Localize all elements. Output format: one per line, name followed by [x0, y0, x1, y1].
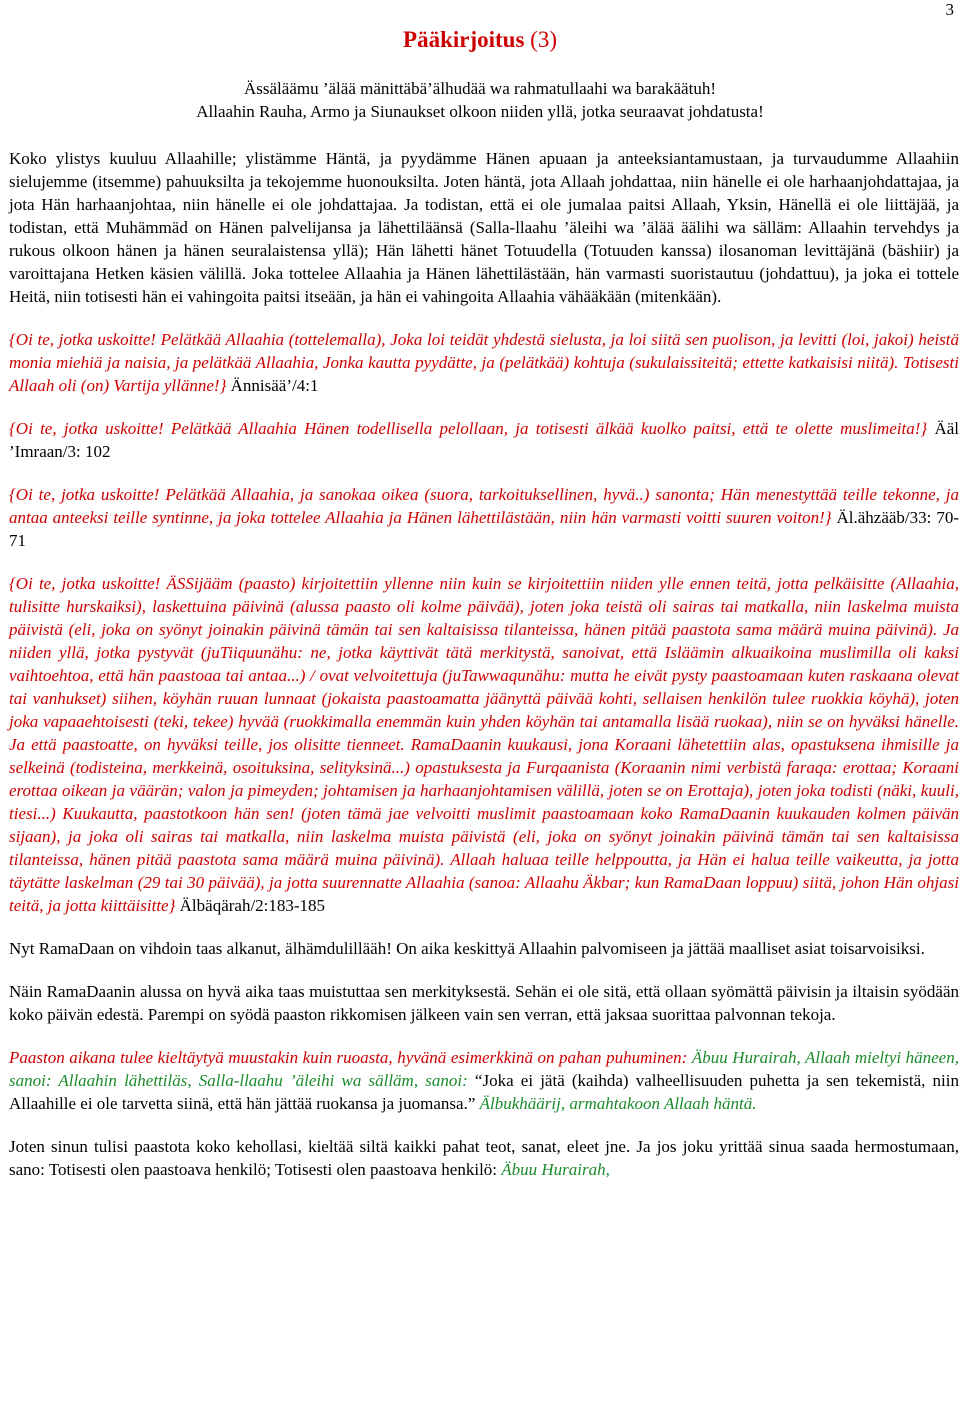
page-number: 3: [945, 0, 954, 19]
quote-text: {Oi te, jotka uskoitte! Pelätkää Allaahia, ja sanokaa oikea (suora, tarkoituksellinen, hyvä..) sanonta; Hän menestyttää teille tekonne, ja antaa anteeksi teille syntinne, ja joka tottelee Allaahia ja Hänen lähettilästään, niin hän varmasti voitti suuren voiton!}: [9, 485, 959, 527]
quote-text: {Oi te, jotka uskoitte! ÄSSijääm (paasto) kirjoitettiin yllenne niin kuin se kirjoitettiin niiden ylle ennen teitä, jotta pelkäisitte (Allaahia, tulisitte hurskaiksi), laskettuina päivinä (alussa paasto oli kolme päivää), joten joka teistä oli sairas tai matkalla, niin laskelma muista päivistä (eli, joka on syönyt joinakin päivinä tämän tai sen kaltaisissa tilanteissa, hänen pitää paastota sama määrä muina päivinä). Ja niiden yllä, jotka pystyvät (juTiiquunähu: ne, jotka käyttivät tätä merkitystä, sanoivat, että Isläämin alkuaikoina muslimilla oli kaksi vaihtoehtoa, että hän paastoaa tai antaa...) / ovat velvoitettuja (juTawwaqunähu: mutta he eivät pysty paastoamaan kuten raskaana olevat tai vanhukset) siihen, köyhän ruuan lunnaat (jokaista paastoamatta jäänyttä päivää kohti, sellaisen henkilön tulee ruokkia köyhä), joten joka vapaaehtoisesti (teki, tekee) hyvää (ruokkimalla enemmän kuin yhden köyhän tai antamalla lisää ruokaa), niin se on hyväksi hänelle. Ja että paastoatte, on hyväksi teille, jos olisitte tienneet. RamaDaanin kuukausi, jona Koraani lähetettiin alas, opastuksena ihmisille ja selkeinä (todisteina, merkkeinä, osoituksina, selityksinä...) opastuksesta ja Furqaanista (Koraanin nimi verbistä faraqa: erottaa; Koraani erottaa oikean ja väärän; valon ja pimeyden; johtamisen ja harhaanjohtamisen välillä, joten se on Erottaja), joten joka todisti (näki, kuuli, tiesi...) Kuukautta, paastotkoon hän sen! (joten tämä jae velvoitti muslimit paastoamaan koko RamaDaanin kuukauden kolmen päivän sijaan), ja joka oli sairas tai matkalla, niin laskelma muista päivistä (eli, joka on syönyt joinakin päivinä tämän tai sen kaltaisissa tilanteissa, hänen pitää paastota sama määrä muina päivinä). Allaah haluaa teille helppoutta, ja Hän ei halua teille vaikeutta, ja jotta täytätte laskelman (29 tai 30 päivää), ja jotta suurennatte Allaahia (sanoa: Allaahu Äkbar; kun RamaDaan loppuu) siitä, johon Hän ohjasi teitä, ja jotta kiittäisitte}: [9, 574, 959, 915]
quran-quote-4: [9, 572, 959, 917]
quote-reference: Ääl ’Imraan/3: 102: [9, 419, 959, 461]
title-number: (3): [530, 27, 557, 52]
closing-paragraph: [9, 1135, 959, 1181]
hadith-paragraph: [9, 1046, 959, 1115]
paragraph-ramadan-start: Nyt RamaDaan on vihdoin taas alkanut, älhämdulillääh! On aika keskittyä Allaahin palvomiseen ja jättää maalliset asiat toisarvoisiksi.: [9, 939, 925, 958]
paragraph-ramadan-meaning: Näin RamaDaanin alussa on hyvä aika taas muistuttaa sen merkityksestä. Sehän ei ole sitä, että ollaan syömättä päivisin ja iltaisin syödään koko päivän edestä. Parempi on syödä paaston rikkomisen jälkeen vain sen verran, että jaksaa suorittaa palvonnan tekoja.: [9, 982, 959, 1024]
title-main: Pääkirjoitus: [403, 27, 525, 52]
quran-quote-2: [9, 417, 959, 463]
quran-quote-1: [9, 328, 959, 397]
page-title: [0, 26, 960, 54]
salutation: [0, 77, 960, 123]
quran-quote-3: [9, 483, 959, 552]
quote-text: {Oi te, jotka uskoitte! Pelätkää Allaahia (tottelemalla), Joka loi teidät yhdestä sielusta, ja loi siitä sen puolison, ja levitti (loi, jakoi) heistä monia miehiä ja naisia, ja pelätkää Allaahia, Jonka kautta pyydätte, ja (pelätkää) kohtuja (sukulaissiteitä; ettette katkaisisi niitä). Totisesti Allaah oli (on) Vartija yllänne!}: [9, 330, 959, 395]
intro-paragraph: Koko ylistys kuuluu Allaahille; ylistämme Häntä, ja pyydämme Hänen apuaan ja anteeksiantamustaan, ja turvaudumme Allaahiin sielujemme (itsemme) pahuuksilta ja tekojemme huonouksilta. Joten häntä, jota Allaah johdattaa, niin hänelle ei ole harhaanjohdattajaa, ja jota Hän harhaanjohtaa, niin hänelle ei ole johdattajaa. Ja todistan, että ei ole jumalaa paitsi Allaah, Yksin, Hänellä ei ole liittäjää, ja todistan, että Muhämmäd on Hänen palvelijansa ja lähettiläänsä (Salla-llaahu ’äleihi wa ’älää äälihi wa sälläm: Allaahin tervehdys ja rukous olkoon hänen ja hänen seuralaistensa yllä); Hän lähetti hänet Totuudella (Totuuden kanssa) ilosanoman levittäjänä (bäshiir) ja varoittajana Hetken käsien välillä. Joka tottelee Allaahia ja Hänen lähettilästään, hän varmasti suoristautuu (johdattuu), ja joka ei tottele Heitä, niin totisesti hän ei vahingoita paitsi itseään, ja hän ei vahingoita Allaahia vähääkään (mitenkään).: [9, 149, 959, 306]
quote-reference: Äl.ähzääb/33: 70-71: [9, 508, 959, 550]
hadith-intro: Paaston aikana tulee kieltäytyä muustakin kuin ruoasta, hyvänä esimerkkinä on pahan puhuminen:: [9, 1048, 692, 1067]
closing-narrator: Äbuu Hurairah,: [501, 1160, 610, 1179]
hadith-text: “Joka ei jätä (kaihda) valheellisuuden puhetta ja sen tekemistä, niin Allaahille ei ole tarvetta siinä, että hän jättää ruokansa ja juomansa.”: [9, 1071, 959, 1113]
quote-reference: Älbäqärah/2:183-185: [175, 896, 326, 915]
salutation-line-1: Ässäläämu ’älää mänittäbä’älhudää wa rahmatullaahi wa barakäätuh!: [244, 79, 716, 98]
quote-text: {Oi te, jotka uskoitte! Pelätkää Allaahia Hänen todellisella pelollaan, ja totisesti älkää kuolko paitsi, että te olette muslimeita!}: [9, 419, 928, 438]
salutation-line-2: Allaahin Rauha, Armo ja Siunaukset olkoon niiden yllä, jotka seuraavat johdatusta!: [196, 102, 764, 121]
article-body: [9, 147, 959, 1201]
quote-reference: Ännisää’/4:1: [226, 376, 319, 395]
hadith-narrator: Äbuu Hurairah, Allaah mieltyi häneen, sanoi: Allaahin lähettiläs, Salla-llaahu ’äleihi wa sälläm, sanoi:: [9, 1048, 959, 1090]
hadith-source: Älbukhäärij, armahtakoon Allaah häntä.: [475, 1094, 757, 1113]
closing-text: Joten sinun tulisi paastota koko kehollasi, kieltää siltä kaikki pahat teot, sanat, eleet jne. Ja jos joku yrittää sinua saada hermostumaan, sano: Totisesti olen paastoava henkilö; Totisesti olen paastoava henkilö:: [9, 1137, 959, 1179]
